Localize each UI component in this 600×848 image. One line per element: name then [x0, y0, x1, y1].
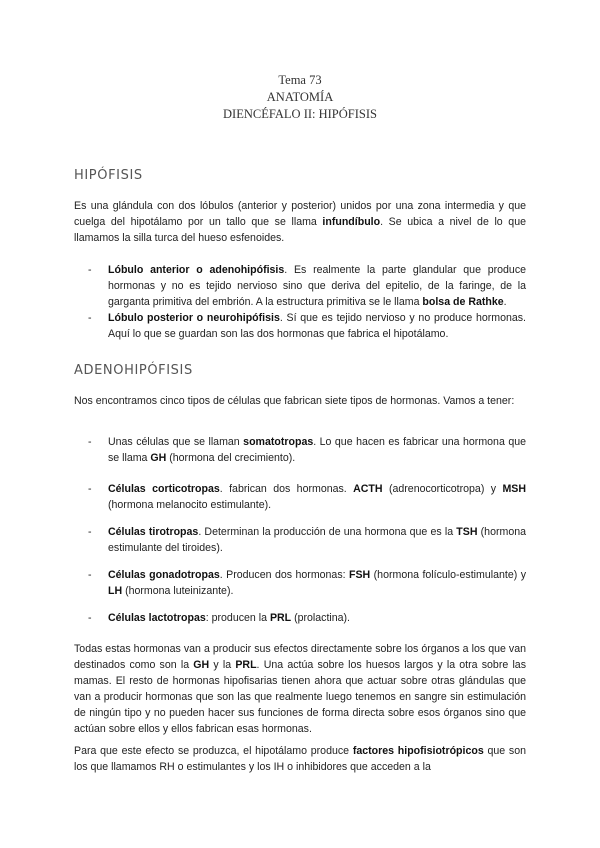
bold-term: Células lactotropas — [108, 612, 206, 624]
bullet-dash: - — [88, 483, 92, 495]
topic-number: Tema 73 — [278, 73, 322, 87]
bold-term: MSH — [502, 483, 526, 495]
list-item-text — [108, 312, 526, 340]
bold-term: Células corticotropas — [108, 483, 220, 495]
bold-term: ACTH — [353, 483, 383, 495]
text-run: (hormona del crecimiento). — [166, 452, 296, 464]
bullet-dash: - — [88, 312, 92, 324]
text-run: (adrenocorticotropa) y — [382, 483, 503, 495]
bold-term: Lóbulo anterior o adenohipófisis — [108, 264, 285, 276]
subject-name: ANATOMÍA — [266, 90, 334, 104]
bold-term: PRL — [235, 659, 257, 671]
list-item-corticotropas — [88, 481, 526, 513]
bold-term: Células gonadotropas — [108, 569, 220, 581]
text-run: (hormona melanocito estimulante). — [108, 499, 272, 511]
bold-term: TSH — [456, 526, 478, 538]
text-run: (hormona folículo-estimulante) y — [370, 569, 526, 581]
list-item-lobulo-anterior — [88, 262, 527, 310]
text-run: Es una glándula con dos lóbulos (anterior y posterior) unidos por una zona intermedia y que cuelga del hipotálamo por un tallo que se llama — [74, 200, 526, 228]
text-run: . Es realmente la parte glandular que produce hormonas y no es tejido nervioso sino que deriva del epitelio, de la faringe, de la garganta primitiva del embrión. A la estructura primitiva se le llama — [108, 264, 527, 308]
text-run: Para que este efecto se produzca, el hipotálamo produce — [74, 745, 353, 757]
list-item-text — [108, 612, 350, 624]
bold-term: PRL — [269, 612, 292, 624]
list-item-somatotropas — [88, 434, 526, 466]
section-heading-hipofisis: HIPÓFISIS — [74, 168, 143, 183]
list-item-lactotropas — [88, 610, 526, 626]
hipofisis-intro-paragraph — [74, 198, 526, 246]
adeno-intro-paragraph — [74, 393, 526, 409]
text-run: (prolactina). — [291, 612, 351, 624]
bullet-dash: - — [88, 436, 92, 448]
bold-term: GH — [193, 659, 210, 671]
text-run: Nos encontramos cinco tipos de células que fabrican siete tipos de hormonas. Vamos a tener: — [74, 395, 515, 407]
bullet-dash: - — [88, 569, 92, 581]
hypothalamus-factors-paragraph — [74, 743, 526, 775]
bold-term: FSH — [349, 569, 371, 581]
text-run: Unas células que se llaman — [108, 436, 244, 448]
list-item-text — [108, 436, 526, 464]
text-run: que son los que llamamos RH o estimulantes y los IH o inhibidores que acceden a la — [74, 745, 526, 773]
list-item-text — [108, 526, 526, 554]
bold-term: somatotropas — [243, 436, 314, 448]
text-run: : producen la — [205, 612, 270, 624]
text-run: . Determinan la producción de una hormona que es la — [198, 526, 457, 538]
bold-term: LH — [108, 585, 123, 597]
section-heading-adenohipofisis: ADENOHIPÓFISIS — [74, 363, 193, 378]
text-run: . fabrican dos hormonas. — [219, 483, 354, 495]
list-item-text — [108, 483, 526, 511]
list-item-tirotropas — [88, 524, 526, 556]
text-run: . Una actúa sobre los huesos largos y la otra sobre las mamas. El resto de hormonas hipofisarias tienen ahora que actuar sobre otras glándulas que van a producir hormonas que son las que realmente luego tenemos en sangre sin estimulación de ningún tipo y no pueden hacer sus funciones de forma directa sobre esos órganos sino que actúan sobre ellos y ellos fabrican esas hormonas. — [74, 659, 526, 735]
hormone-effects-paragraph — [74, 641, 526, 737]
text-run: . — [503, 296, 507, 308]
list-item-text — [108, 569, 526, 597]
text-run: . Producen dos hormonas: — [219, 569, 350, 581]
document-title — [0, 72, 600, 123]
text-run: . Sí que es tejido nervioso y no produce hormonas. Aquí lo que se guardan son las dos hormonas que fabrica el hipotálamo. — [108, 312, 527, 340]
text-run: Todas estas hormonas van a producir sus efectos directamente sobre los órganos a los que van destinados como son la — [74, 643, 526, 671]
text-run: (hormona estimulante del tiroides). — [108, 526, 526, 554]
bold-term: factores hipofisiotrópicos — [352, 745, 484, 757]
list-item-lobulo-posterior — [88, 310, 527, 342]
bold-term: infundíbulo — [322, 216, 381, 228]
list-item-gonadotropas — [88, 567, 526, 599]
text-run: y la — [209, 659, 236, 671]
bold-term: Células tirotropas — [108, 526, 199, 538]
bold-term: Lóbulo posterior o neurohipófisis — [108, 312, 280, 324]
bold-term: GH — [150, 452, 167, 464]
bullet-dash: - — [88, 526, 92, 538]
topic-title: DIENCÉFALO II: HIPÓFISIS — [223, 107, 377, 121]
list-item-text — [108, 264, 526, 308]
bullet-dash: - — [88, 264, 92, 276]
text-run: . Lo que hacen es fabricar una hormona que se llama — [108, 436, 526, 464]
text-run: . Se ubica a nivel de lo que llamamos la silla turca del hueso esfenoides. — [74, 216, 526, 244]
bold-term: bolsa de Rathke — [422, 296, 504, 308]
bullet-dash: - — [88, 612, 92, 624]
text-run: (hormona luteinizante). — [122, 585, 234, 597]
